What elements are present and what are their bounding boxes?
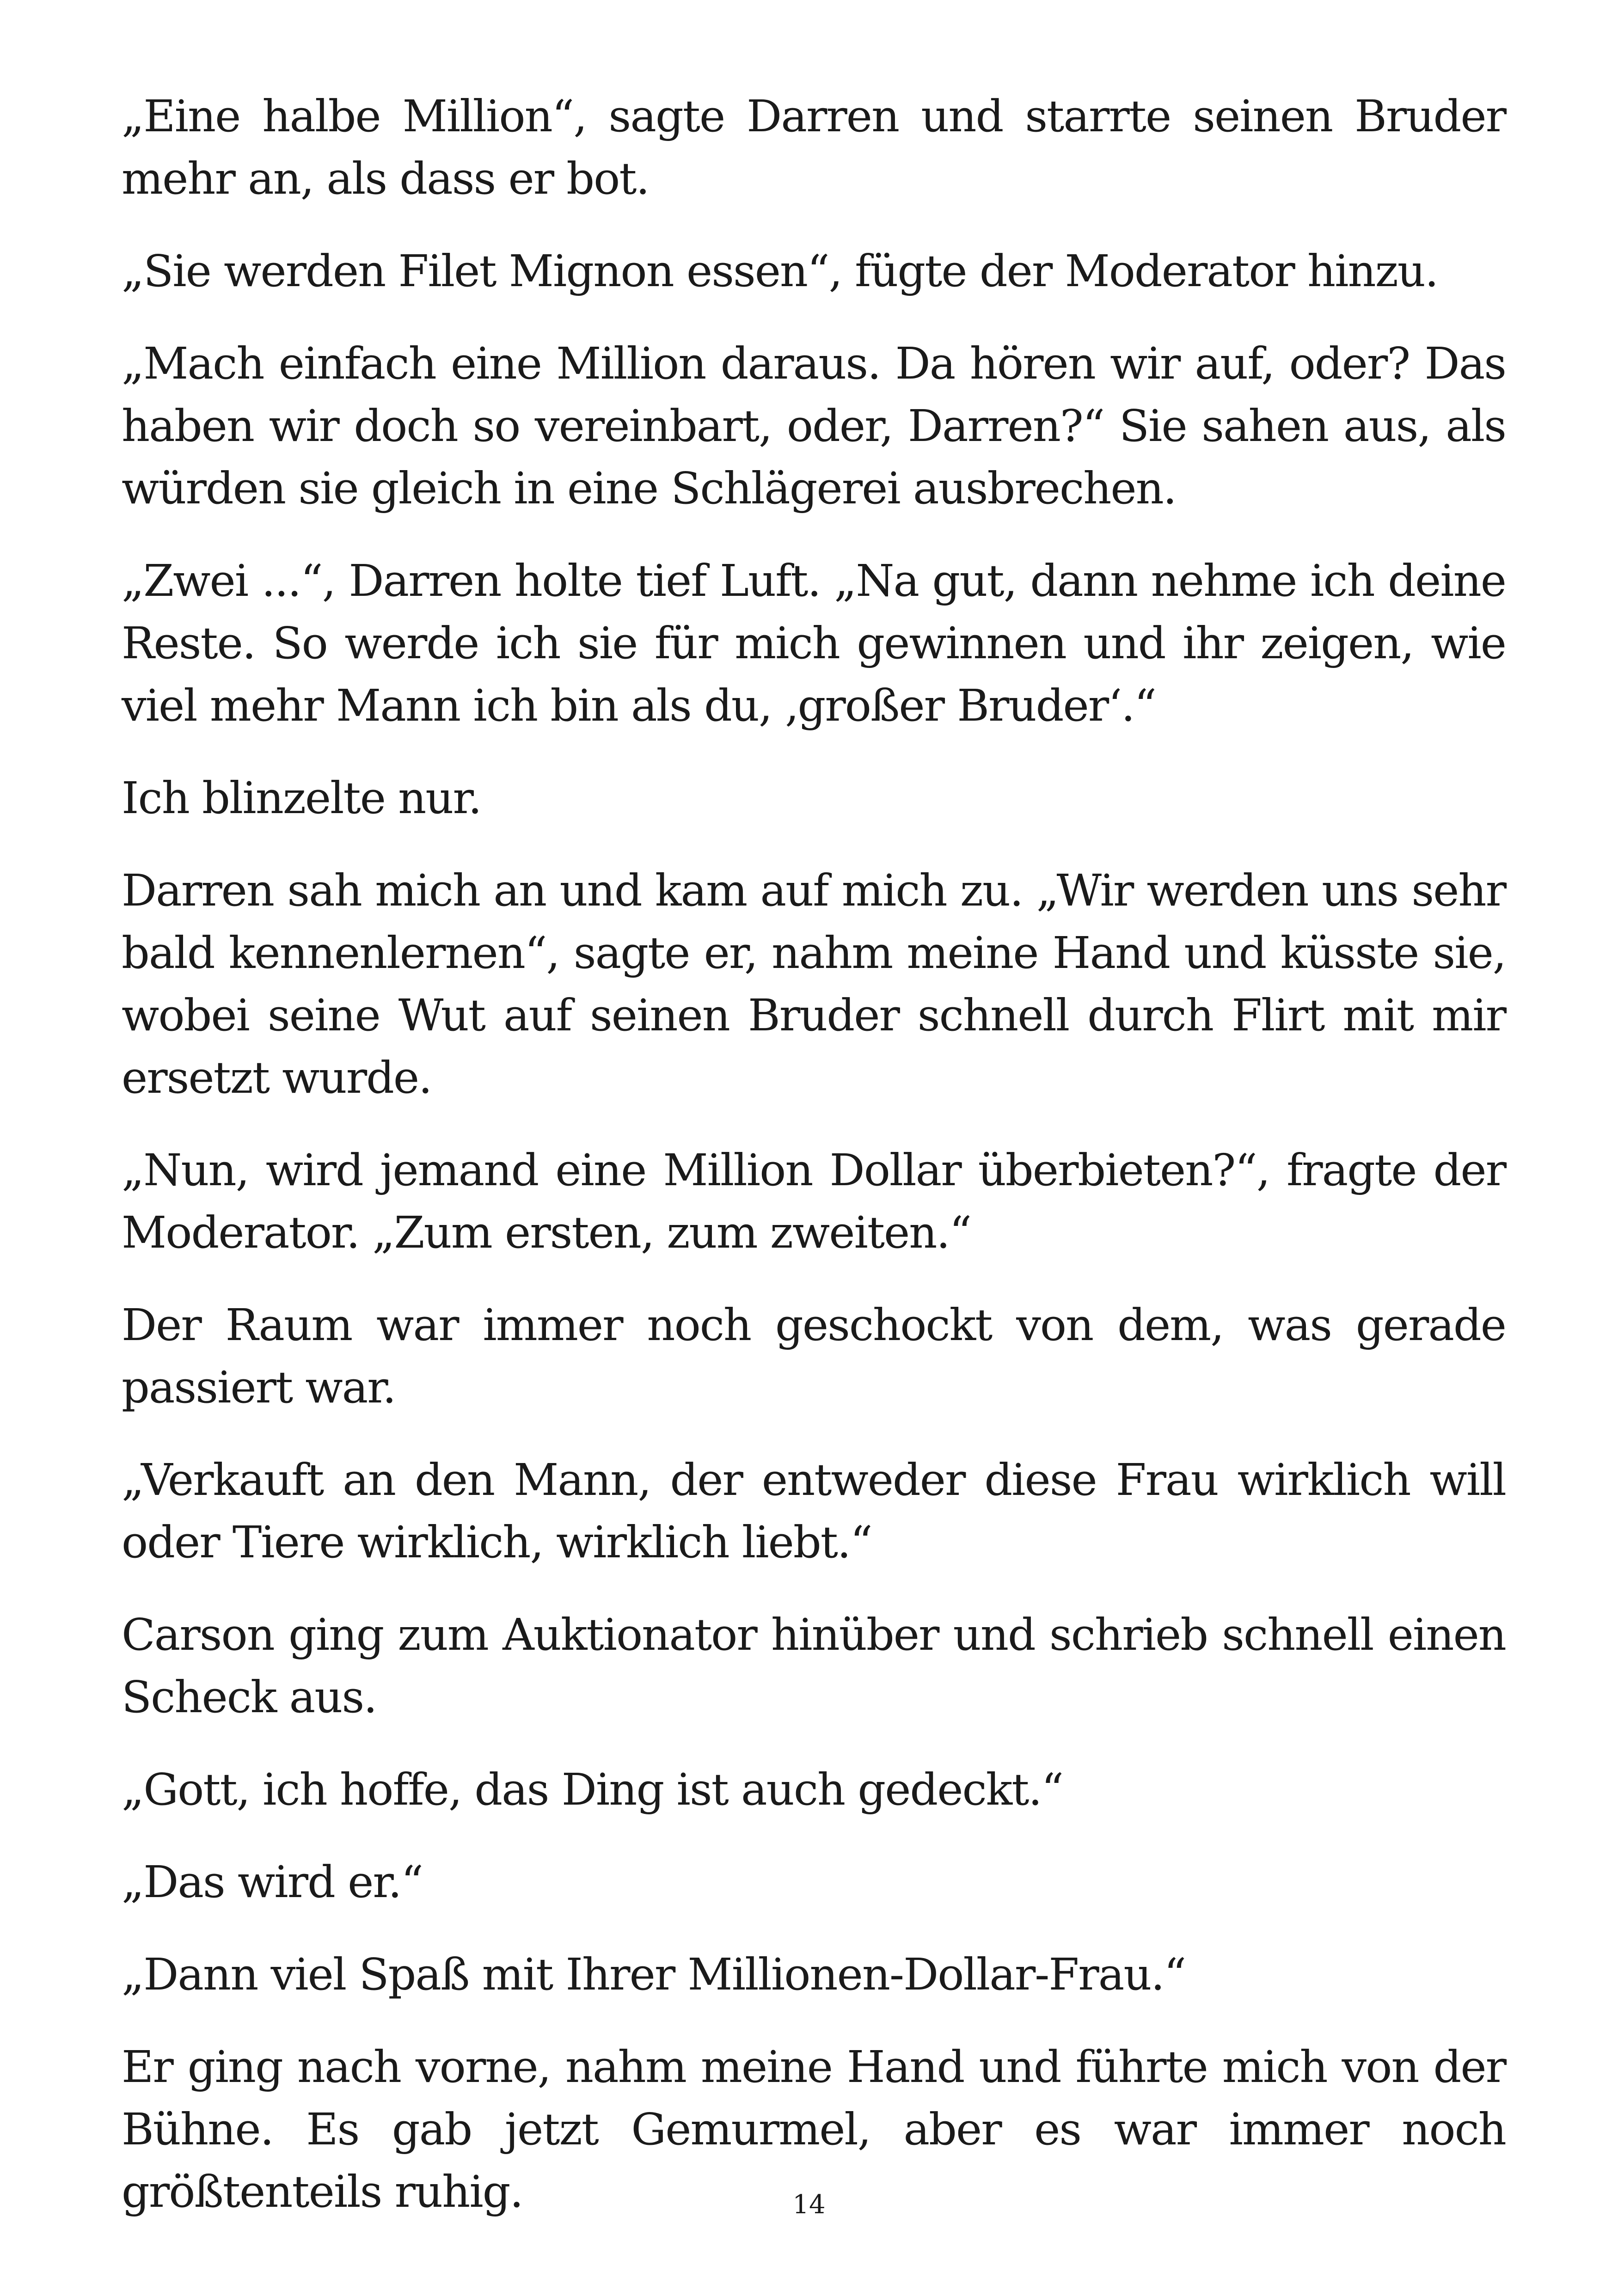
paragraph: „Dann viel Spaß mit Ihrer Millionen-Dollar-Frau.“ [122,1949,1186,2000]
paragraph: „Nun, wird jemand eine Million Dollar überbieten?“, fragte der Moderator. „Zum ersten, zum zweiten.“ [122,1145,1506,1258]
body-text [122,86,1506,2223]
paragraph: Darren sah mich an und kam auf mich zu. „Wir werden uns sehr bald kennenlernen“, sagte er, nahm meine Hand und küsste sie, wobei seine Wut auf seinen Bruder schnell durch Flirt mit mir ersetzt wurde. [122,865,1506,1103]
paragraph: Ich blinzelte nur. [122,773,481,824]
paragraph: Er ging nach vorne, nahm meine Hand und führte mich von der Bühne. Es gab jetzt Gemurmel, aber es war immer noch größtenteils ruhig. [122,2042,1506,2217]
paragraph: „Zwei ...“, Darren holte tief Luft. „Na gut, dann nehme ich deine Reste. So werde ich sie für mich gewinnen und ihr zeigen, wie viel mehr Mann ich bin als du, ‚großer Bruder‘.“ [122,556,1506,731]
paragraph: „Gott, ich hoffe, das Ding ist auch gedeckt.“ [122,1764,1063,1815]
paragraph: „Eine halbe Million“, sagte Darren und starrte seinen Bruder mehr an, als dass er bot. [122,91,1506,204]
paragraph: „Sie werden Filet Mignon essen“, fügte der Moderator hinzu. [122,246,1438,297]
paragraph: Der Raum war immer noch geschockt von dem, was gerade passiert war. [122,1300,1506,1413]
paragraph: „Verkauft an den Mann, der entweder diese Frau wirklich will oder Tiere wirklich, wirklich liebt.“ [122,1455,1506,1568]
paragraph: „Mach einfach eine Million daraus. Da hören wir auf, oder? Das haben wir doch so vereinbart, oder, Darren?“ Sie sahen aus, als würden sie gleich in eine Schlägerei ausbrechen. [122,338,1506,514]
paragraph: „Das wird er.“ [122,1857,423,1908]
page-number: 14 [792,2190,826,2220]
paragraph: Carson ging zum Auktionator hinüber und schrieb schnell einen Scheck aus. [122,1610,1506,1723]
